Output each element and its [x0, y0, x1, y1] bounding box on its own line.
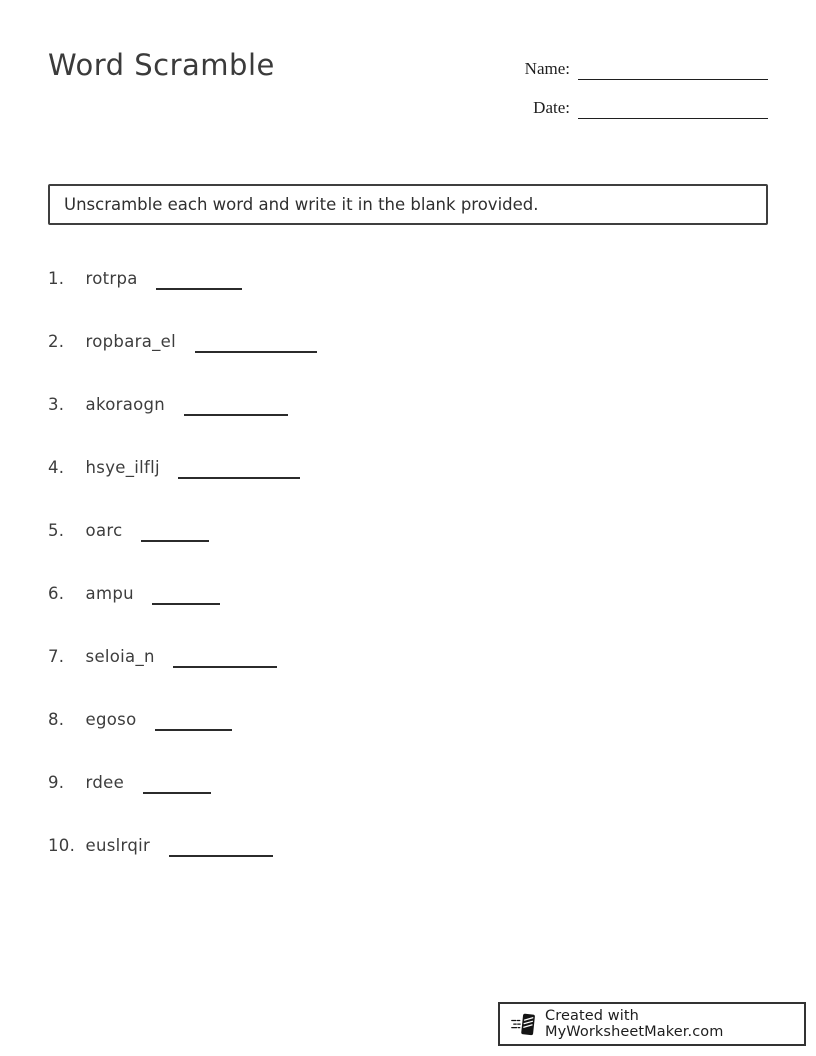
word-scramble-item: [48, 771, 768, 795]
worksheet-maker-logo-icon: [511, 1011, 538, 1038]
item-number: 6.: [48, 584, 65, 603]
word-scramble-item: [48, 708, 768, 732]
word-scramble-item: [48, 456, 768, 480]
word-scramble-item: [48, 645, 768, 669]
answer-blank-line: [169, 839, 273, 857]
answer-blank-line: [173, 650, 277, 668]
item-number: 10.: [48, 836, 76, 855]
name-row: [518, 50, 768, 80]
answer-blank-line: [184, 398, 288, 416]
instructions-text: Unscramble each word and write it in the blank provided.: [64, 195, 539, 214]
word-scramble-item: [48, 330, 768, 354]
date-row: [518, 89, 768, 119]
item-number: 4.: [48, 458, 65, 477]
word-scramble-item: [48, 519, 768, 543]
footer-credit-box: [498, 1002, 806, 1046]
scrambled-word: seloia_n: [85, 647, 155, 666]
name-label: Name:: [524, 59, 570, 78]
answer-blank-line: [143, 776, 211, 794]
word-scramble-item: [48, 267, 768, 291]
word-scramble-item: [48, 582, 768, 606]
scrambled-word: rotrpa: [85, 269, 138, 288]
answer-blank-line: [156, 272, 242, 290]
item-number: 2.: [48, 332, 65, 351]
scrambled-word: ropbara_el: [85, 332, 177, 351]
page-title: Word Scramble: [48, 48, 275, 82]
scrambled-word: akoraogn: [85, 395, 166, 414]
scrambled-word: oarc: [85, 521, 123, 540]
item-number: 7.: [48, 647, 65, 666]
scrambled-word: rdee: [85, 773, 125, 792]
footer-credit-text: Created with MyWorksheetMaker.com: [545, 1008, 724, 1040]
item-number: 5.: [48, 521, 65, 540]
word-scramble-item: [48, 834, 768, 858]
scrambled-word: euslrqir: [85, 836, 151, 855]
name-blank-line: [578, 56, 768, 80]
instructions-box: [48, 184, 768, 225]
worksheet-header: [48, 0, 768, 128]
item-number: 8.: [48, 710, 65, 729]
item-number: 1.: [48, 269, 65, 288]
answer-blank-line: [178, 461, 300, 479]
answer-blank-line: [155, 713, 232, 731]
answer-blank-line: [141, 524, 209, 542]
item-number: 9.: [48, 773, 65, 792]
word-scramble-item: [48, 393, 768, 417]
scrambled-word: egoso: [85, 710, 137, 729]
date-label: Date:: [533, 98, 570, 117]
scramble-word-list: [48, 267, 768, 858]
scrambled-word: hsye_ilflj: [85, 458, 160, 477]
answer-blank-line: [152, 587, 220, 605]
answer-blank-line: [195, 335, 317, 353]
date-blank-line: [578, 95, 768, 119]
item-number: 3.: [48, 395, 65, 414]
name-date-block: [518, 50, 768, 128]
scrambled-word: ampu: [85, 584, 134, 603]
